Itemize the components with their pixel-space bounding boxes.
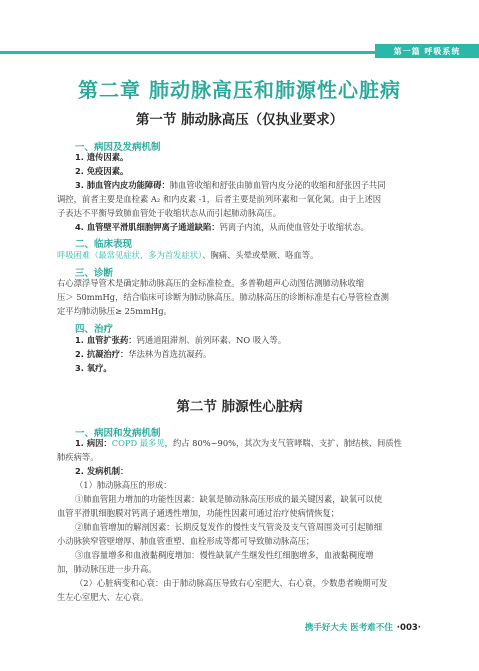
page-footer <box>305 621 421 633</box>
s2-c3-line1: ③血容量增多和血液黏稠度增加：慢性缺氧产生继发性红细胞增多，血液黏稠度增 <box>75 550 374 560</box>
chapter-title: 第二章 肺动脉高压和肺源性心脏病 <box>78 78 401 102</box>
s2-sub1: （1）肺动脉高压的形成： <box>75 480 172 490</box>
s1-treat3: 3. 氧疗。 <box>75 363 112 373</box>
s1-heading-treatment: 四、治疗 <box>75 324 114 335</box>
s1-treat2: 2. 抗凝治疗：华法林为首选抗凝药。 <box>75 349 212 359</box>
section1-title: 第一节 肺动脉高压（仅执业要求） <box>135 112 344 128</box>
s2-sub2-line1: （2）心脏病变和心衰：由于肺动脉高压导致右心室肥大、右心衰，少数患者晚期可发 <box>75 578 388 588</box>
s2-c2-line1: ②肺血管增加的解剖因素：长期反复发作的慢性支气管炎及支气管周围炎可引起肺细 <box>75 522 382 532</box>
s1-clinical-text: 呼吸困难（最常见症状，多为首发症状）、胸痛、头晕或晕厥、咯血等。 <box>57 250 319 260</box>
s1-diag-line2: 压＞ 50mmHg，结合临床可诊断为肺动脉高压。肺动脉高压的诊断标准是右心导管检查测 <box>57 292 389 302</box>
s1-heading-clinical: 二、临床表现 <box>75 239 133 250</box>
page-number: ·003· <box>396 623 421 633</box>
s2-sub2-line2: 生左心室肥大、左心衰。 <box>57 592 149 602</box>
s1-diag-line1: 右心漂浮导管术是确定肺动脉高压的金标准检查。多普勒超声心动图估测肺动脉收缩 <box>57 278 364 288</box>
part-label: 第一篇 呼吸系统 <box>375 44 479 58</box>
s1-item4: 4. 血管壁平滑肌细胞钾离子通道缺陷：钙离子内流，从而使血管处于收缩状态。 <box>75 222 369 232</box>
s1-item3: 3. 肺血管内皮功能障碍：肺血管收缩和舒张由肺血管内皮分泌的收缩和舒张因子共同 <box>75 180 386 190</box>
s1-treat1: 1. 血管扩张药：钙通道阻滞剂、前列环素、NO 吸入等。 <box>75 335 287 345</box>
s2-c1-line2: 血管平滑肌细胞膜对钙离子通透性增加，功能性因素可通过治疗使病情恢复； <box>57 508 340 518</box>
s1-item1: 1. 遗传因素。 <box>75 152 129 162</box>
s2-item2: 2. 发病机制： <box>75 466 129 476</box>
s2-heading-etiology: 一、病因和发病机制 <box>75 428 161 439</box>
s1-item3-line3: 子表达不平衡导致肺血管处于收缩状态从而引起肺动脉高压。 <box>57 208 282 218</box>
s2-c2-line2: 小动脉狭窄管壁增厚、肺血管重塑、血栓形成等都可导致肺动脉高压； <box>57 536 315 546</box>
s2-c3-line2: 加，肺动脉压进一步升高。 <box>57 564 157 574</box>
s1-item3-line2: 调控，前者主要是血栓素 A₂ 和内皮素 -1，后者主要是前列环素和一氧化氮。由于上述因 <box>57 194 382 204</box>
s2-item1: 1. 病因：COPD 最多见，约占 80%~90%，其次为支气管哮喘、支扩、肺结核、间质性 <box>75 438 402 448</box>
s2-c1-line1: ①肺血管阻力增加的功能性因素：缺氧是肺动脉高压形成的最关键因素，缺氧可以使 <box>75 494 382 504</box>
s1-heading-etiology: 一、病因及发病机制 <box>75 142 161 153</box>
s1-item2: 2. 免疫因素。 <box>75 166 129 176</box>
section2-title: 第二节 肺源性心脏病 <box>176 399 303 415</box>
s1-heading-diagnosis: 三、诊断 <box>75 268 114 279</box>
s1-diag-line3: 定平均肺动脉压≥ 25mmHg。 <box>57 306 172 316</box>
footer-slogan: 携手好大夫 医考难不住 <box>304 623 393 633</box>
s2-item1-line2: 肺疾病等。 <box>57 452 99 462</box>
